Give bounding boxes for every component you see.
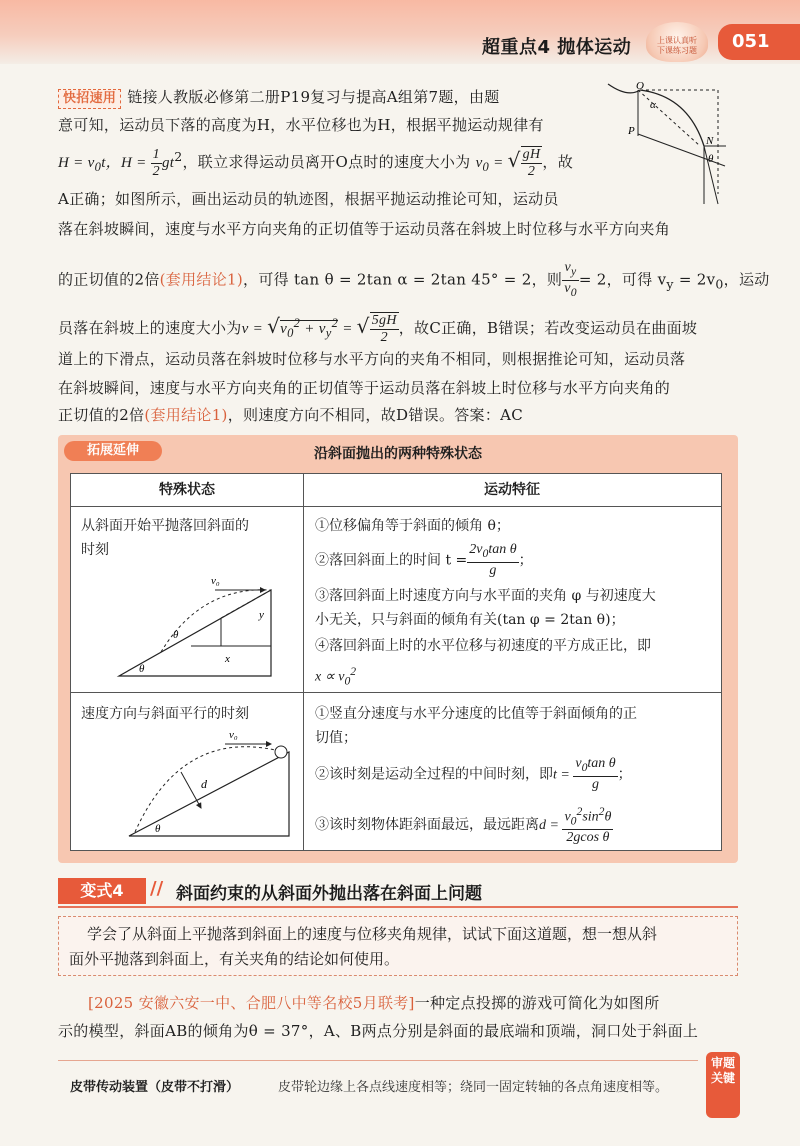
extension-box bbox=[58, 435, 738, 863]
row1-state-line1: 从斜面开始平抛落回斜面的 bbox=[81, 518, 249, 534]
column-divider bbox=[303, 474, 304, 850]
quick-method-tag: 快招速用 bbox=[58, 89, 121, 109]
intro-line-1: 学会了从斜面上平抛落到斜面上的速度与位移夹角规律，试试下面这道题，想一想从斜 bbox=[87, 925, 658, 943]
fig1-label-y: y bbox=[259, 609, 264, 621]
row2-state: 速度方向与斜面平行的时刻 bbox=[81, 706, 249, 722]
conclusion-ref: (套用结论1) bbox=[159, 270, 244, 289]
row1-feature-4b: $x \propto v_0^2$ bbox=[315, 665, 357, 688]
extension-tag: 拓展延伸 bbox=[64, 441, 162, 461]
header-divider bbox=[71, 506, 721, 507]
fraction-vy-over-v0: $\frac{v_y}{v_0}$ bbox=[564, 260, 577, 299]
badge-line-1: 上课认真听 bbox=[657, 36, 697, 45]
solution-line-8: 道上的下滑点，运动员落在斜坡时位移与水平方向的夹角不相同，则根据推论可知，运动员落 bbox=[58, 350, 686, 368]
label-N: N bbox=[706, 135, 714, 147]
variant-intro-box bbox=[58, 916, 738, 976]
fig1-label-v0: v₀ bbox=[211, 575, 220, 587]
row-divider bbox=[71, 692, 721, 693]
row1-feature-1: ①位移偏角等于斜面的倾角 θ； bbox=[315, 518, 510, 534]
label-O: O bbox=[636, 80, 644, 92]
label-P: P bbox=[628, 125, 635, 137]
badge-line-2: 下课练习题 bbox=[657, 46, 697, 55]
solution-line-9: 在斜坡瞬间，速度与水平方向夹角的正切值等于运动员落在斜坡上时位移与水平方向夹角的 bbox=[58, 379, 671, 397]
variant-title: 斜面约束的从斜面外抛出落在斜面上问题 bbox=[176, 884, 482, 904]
solution-line-2: 意可知，运动员下落的高度为H，水平位移也为H，根据平抛运动规律有 bbox=[58, 116, 544, 134]
problem-source: [2025 安徽六安一中、合肥八中等名校5月联考] bbox=[88, 994, 415, 1012]
side-tab-line-2: 关键 bbox=[710, 1071, 735, 1085]
column-header-features: 运动特征 bbox=[484, 482, 540, 498]
horizontal-throw-slope-figure bbox=[111, 566, 291, 686]
footer-divider bbox=[58, 1060, 698, 1061]
intro-line-2: 面外平抛落到斜面上，有关夹角的结论如何使用。 bbox=[69, 950, 400, 968]
solution-line-1: 快招速用 链接人教版必修第二册P19复习与提高A组第7题，由题 bbox=[58, 86, 500, 109]
fig2-label-d: d bbox=[201, 777, 207, 791]
row2-feature-2: ②该时刻是运动全过程的中间时刻，即t = $\frac{v_0\tan \theta}{g}$ ； bbox=[315, 756, 632, 792]
variant-label: 变式4 bbox=[58, 878, 146, 904]
variant-slash: // bbox=[150, 878, 164, 899]
solution-line-7: 员落在斜坡上的速度大小为$v = √v_0^2 + v_y^2$ = √ $\frac{5gH}{2}$ ，故C正确，B错误；若改变运动员在曲面坡 bbox=[58, 313, 698, 345]
fraction-max-distance: $\frac{v_0^2\sin^2\theta}{\text{2gcos θ}}$ bbox=[564, 805, 612, 846]
fraction-gh-over-2: $\frac{gH}{2}$ bbox=[522, 147, 541, 179]
row2-feature-3: ③该时刻物体距斜面最远，最远距离d = $\frac{v_0^2\sin^2\theta}{\text{2gcos θ}}$ bbox=[315, 805, 612, 846]
chapter-title: 超重点4 抛体运动 bbox=[482, 37, 632, 58]
fig1-label-theta-top: θ bbox=[173, 629, 179, 641]
row2-feature-1b: 切值； bbox=[315, 730, 357, 746]
row1-feature-2: ②落回斜面上的时间 t = $\frac{2v_0\tan \theta}{g}$ ； bbox=[315, 542, 533, 578]
fraction-half: $\frac{1}{2}$ bbox=[152, 146, 160, 179]
solution-line-10: 正切值的2倍(套用结论1)，则速度方向不相同，故D错误。答案：AC bbox=[58, 406, 524, 424]
fraction-mid-time: $\frac{v_0\tan \theta}{g}$ bbox=[575, 756, 616, 792]
side-tab bbox=[706, 1052, 740, 1118]
row1-feature-3a: ③落回斜面上时速度方向与水平面的夹角 φ 与初速度大 bbox=[315, 588, 656, 604]
special-states-table bbox=[70, 473, 722, 851]
side-tab-line-1: 审题 bbox=[710, 1056, 735, 1070]
label-alpha: α bbox=[650, 99, 656, 111]
header-badge bbox=[646, 22, 708, 62]
extension-title: 沿斜面抛出的两种特殊状态 bbox=[314, 446, 482, 462]
column-header-state: 特殊状态 bbox=[159, 482, 215, 498]
footer-term: 皮带传动装置（皮带不打滑） bbox=[70, 1080, 240, 1095]
solution-line-3: $H = v_0t$，H = $\frac{1}{2}$ $gt^2$，联立求得运动员离开O点时的速度大小为 $v_0$ = √ $\frac{gH}{2}$ ，故 bbox=[58, 146, 573, 179]
fig2-label-v0: v₀ bbox=[229, 729, 238, 741]
variant-header bbox=[58, 876, 738, 908]
slope-trajectory-figure bbox=[600, 76, 740, 216]
page-number: 051 bbox=[718, 24, 800, 60]
parallel-velocity-figure bbox=[121, 726, 297, 846]
fig2-label-theta: θ bbox=[155, 823, 161, 835]
row2-feature-1a: ①竖直分速度与水平分速度的比值等于斜面倾角的正 bbox=[315, 706, 637, 722]
problem-line-2: 示的模型，斜面AB的倾角为θ = 37°，A、B两点分别是斜面的最底端和顶端，洞口处于斜面上 bbox=[58, 1022, 699, 1040]
problem-line-1: [2025 安徽六安一中、合肥八中等名校5月联考]一种定点投掷的游戏可简化为如图所 bbox=[88, 994, 660, 1012]
row1-state-line2: 时刻 bbox=[81, 542, 109, 558]
solution-line-5: 落在斜坡瞬间，速度与水平方向夹角的正切值等于运动员落在斜坡上时位移与水平方向夹角 bbox=[58, 220, 671, 238]
footer-description: 皮带轮边缘上各点线速度相等；绕同一固定转轴的各点角速度相等。 bbox=[278, 1080, 669, 1095]
row1-feature-3b: 小无关，只与斜面的倾角有关(tan φ = 2tan θ)； bbox=[315, 612, 625, 628]
fig1-label-x: x bbox=[225, 653, 230, 665]
label-theta: θ bbox=[708, 153, 714, 165]
fig1-label-theta: θ bbox=[139, 663, 145, 675]
fraction-time: $\frac{2v_0\tan \theta}{g}$ bbox=[469, 542, 517, 578]
solution-line-4: A正确；如图所示，画出运动员的轨迹图，根据平抛运动推论可知，运动员 bbox=[58, 190, 559, 208]
fraction-5gh-over-2: $\frac{5gH}{2}$ bbox=[371, 313, 397, 345]
row1-feature-4a: ④落回斜面上时的水平位移与初速度的平方成正比，即 bbox=[315, 638, 651, 654]
solution-line-6: 的正切值的2倍(套用结论1)，可得 tan θ = 2tan α = 2tan 45° = 2，则 $\frac{v_y}{v_0}$ = 2，可得 $v_y = 2v_0$，运动 bbox=[58, 260, 770, 299]
